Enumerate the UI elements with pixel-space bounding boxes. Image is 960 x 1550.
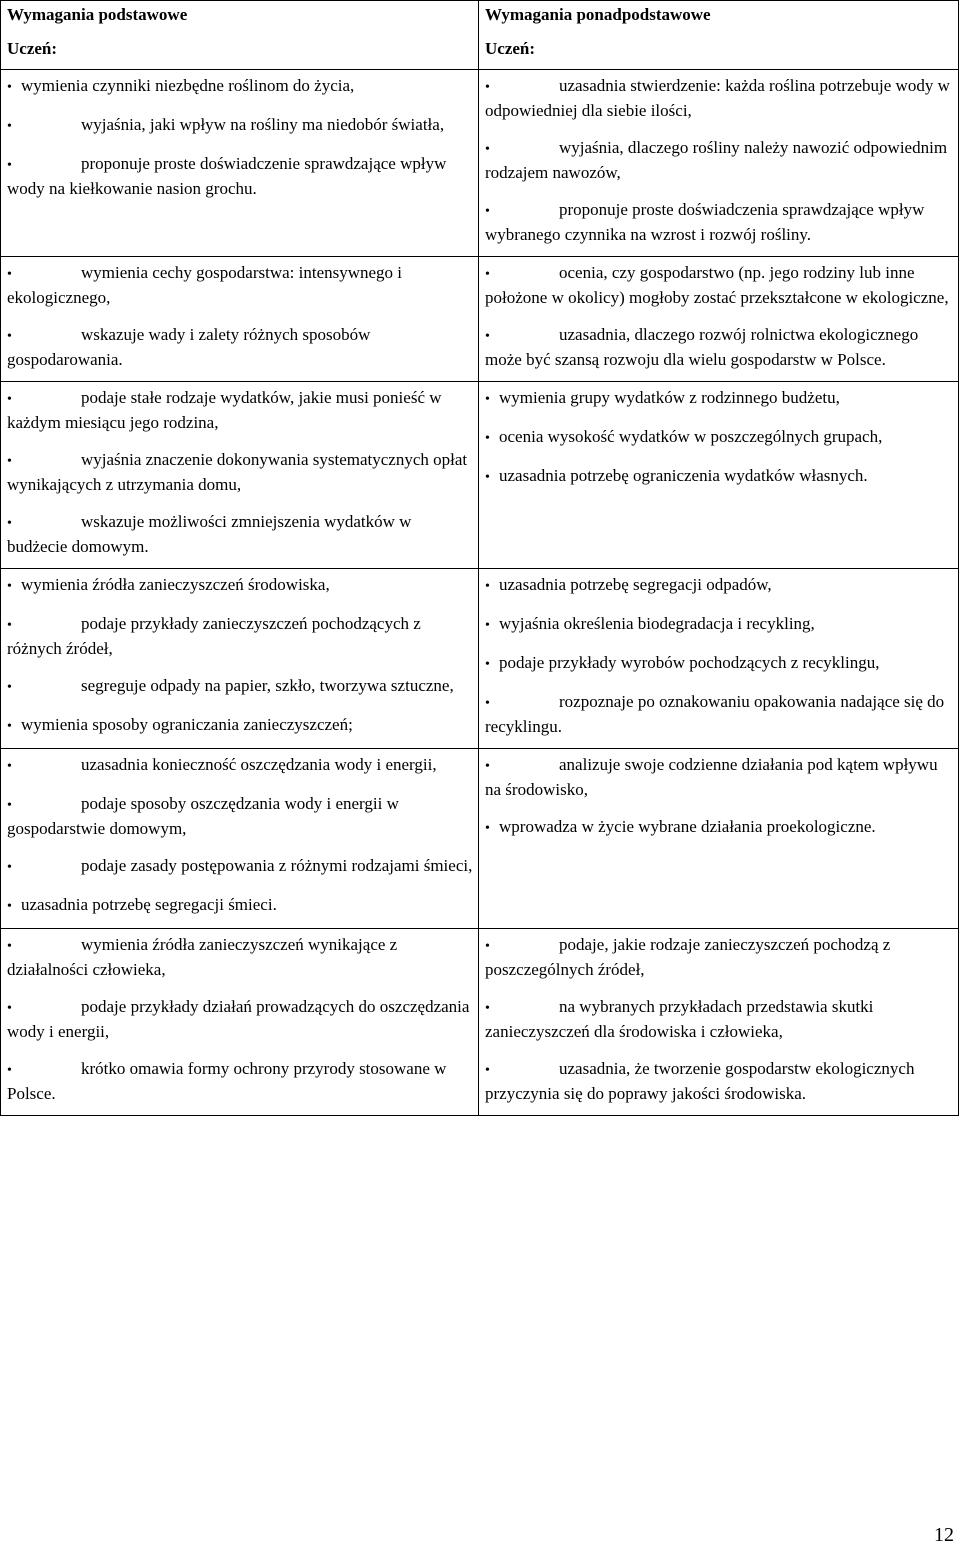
requirement-text: wymienia źródła zanieczyszczeń wynikające z działalności człowieka, [7, 935, 398, 979]
header-row [1, 1, 959, 70]
requirement-text: na wybranych przykładach przedstawia skutki zanieczyszczeń dla środowiska i człowieka, [485, 997, 874, 1041]
requirement-text: podaje przykłady zanieczyszczeń pochodzących z różnych źródeł, [7, 614, 421, 658]
requirement-text: proponuje proste doświadczenia sprawdzające wpływ wybranego czynnika na wzrost i rozwój rośliny. [485, 200, 925, 244]
bullet-icon: • [7, 579, 12, 594]
table-body [1, 70, 959, 1116]
table-row [1, 749, 959, 929]
requirement-item [7, 323, 474, 371]
requirement-text: segreguje odpady na papier, szkło, tworzywa sztuczne, [81, 676, 454, 695]
table-row [1, 929, 959, 1116]
basic-requirements-cell [1, 749, 479, 929]
header-advanced [479, 1, 959, 70]
requirement-text: podaje stałe rodzaje wydatków, jakie musi ponieść w każdym miesiącu jego rodzina, [7, 388, 442, 432]
bullet-icon: • [7, 759, 12, 774]
bullet-icon: • [7, 267, 12, 282]
requirement-text: podaje zasady postępowania z różnymi rodzajami śmieci, [81, 856, 473, 875]
requirement-item [485, 651, 954, 676]
bullet-icon: • [7, 939, 12, 954]
header-basic [1, 1, 479, 70]
requirement-item [7, 74, 474, 99]
advanced-requirements-cell [479, 382, 959, 569]
requirement-text: ocenia, czy gospodarstwo (np. jego rodziny lub inne położone w okolicy) mogłoby zostać przekształcone w ekologiczne, [485, 263, 949, 307]
requirement-text: wymienia czynniki niezbędne roślinom do życia, [21, 76, 355, 95]
advanced-requirements-cell [479, 70, 959, 257]
bullet-icon: • [7, 1001, 12, 1016]
requirement-text: wymienia sposoby ograniczania zanieczyszczeń; [21, 715, 353, 734]
requirement-text: wyjaśnia, dlaczego rośliny należy nawozić odpowiednim rodzajem nawozów, [485, 138, 948, 182]
requirement-text: wyjaśnia określenia biodegradacja i recykling, [499, 614, 815, 633]
requirement-item [485, 1057, 954, 1105]
bullet-icon: • [485, 1063, 490, 1078]
requirement-item [7, 1057, 474, 1105]
requirement-item [485, 136, 954, 184]
requirement-text: uzasadnia potrzebę ograniczenia wydatków własnych. [499, 466, 868, 485]
bullet-icon: • [485, 618, 490, 633]
basic-requirements-cell [1, 257, 479, 382]
requirement-text: wskazuje możliwości zmniejszenia wydatków w budżecie domowym. [7, 512, 412, 556]
requirement-item [7, 113, 474, 138]
bullet-icon: • [485, 329, 490, 344]
bullet-icon: • [485, 142, 490, 157]
bullet-icon: • [7, 158, 12, 173]
bullet-icon: • [7, 719, 12, 734]
requirement-text: uzasadnia, że tworzenie gospodarstw ekologicznych przyczynia się do poprawy jakości środowiska. [485, 1059, 915, 1103]
header-basic-subtitle: Uczeń: [7, 39, 58, 58]
requirement-item [7, 261, 474, 309]
requirement-text: wymienia cechy gospodarstwa: intensywnego i ekologicznego, [7, 263, 403, 307]
bullet-icon: • [7, 80, 12, 95]
requirement-text: proponuje proste doświadczenie sprawdzające wpływ wody na kiełkowanie nasion grochu. [7, 154, 447, 198]
bullet-icon: • [485, 80, 490, 95]
bullet-icon: • [485, 204, 490, 219]
header-advanced-subtitle: Uczeń: [485, 39, 536, 58]
table-row [1, 569, 959, 749]
requirement-text: wymienia źródła zanieczyszczeń środowiska, [21, 575, 330, 594]
bullet-icon: • [7, 618, 12, 633]
requirement-item [7, 713, 474, 738]
bullet-icon: • [485, 657, 490, 672]
requirement-text: uzasadnia potrzebę segregacji odpadów, [499, 575, 772, 594]
requirement-text: podaje sposoby oszczędzania wody i energii w gospodarstwie domowym, [7, 794, 399, 838]
bullet-icon: • [7, 1063, 12, 1078]
requirement-item [7, 448, 474, 496]
bullet-icon: • [485, 696, 490, 711]
requirement-text: rozpoznaje po oznakowaniu opakowania nadające się do recyklingu. [485, 692, 945, 736]
requirement-item [485, 612, 954, 637]
requirement-item [7, 753, 474, 778]
requirement-text: krótko omawia formy ochrony przyrody stosowane w Polsce. [7, 1059, 447, 1103]
requirement-item [485, 198, 954, 246]
requirement-item [485, 995, 954, 1043]
requirement-text: podaje przykłady działań prowadzących do oszczędzania wody i energii, [7, 997, 470, 1041]
bullet-icon: • [485, 821, 490, 836]
requirement-item [7, 854, 474, 879]
bullet-icon: • [7, 329, 12, 344]
requirement-text: analizuje swoje codzienne działania pod kątem wpływu na środowisko, [485, 755, 938, 799]
requirement-text: uzasadnia potrzebę segregacji śmieci. [21, 895, 277, 914]
bullet-icon: • [7, 119, 12, 134]
requirement-item [485, 323, 954, 371]
requirement-text: podaje przykłady wyrobów pochodzących z recyklingu, [499, 653, 880, 672]
requirement-item [7, 152, 474, 200]
advanced-requirements-cell [479, 749, 959, 929]
bullet-icon: • [7, 680, 12, 695]
basic-requirements-cell [1, 929, 479, 1116]
page-number: 12 [934, 1524, 954, 1546]
requirement-item [7, 386, 474, 434]
basic-requirements-cell [1, 70, 479, 257]
requirement-item [7, 573, 474, 598]
requirement-item [485, 753, 954, 801]
requirement-item [7, 933, 474, 981]
requirement-item [485, 815, 954, 840]
requirement-text: podaje, jakie rodzaje zanieczyszczeń pochodzą z poszczególnych źródeł, [485, 935, 891, 979]
basic-requirements-cell [1, 569, 479, 749]
bullet-icon: • [485, 431, 490, 446]
bullet-icon: • [485, 939, 490, 954]
requirement-item [7, 995, 474, 1043]
requirement-item [485, 261, 954, 309]
requirement-text: ocenia wysokość wydatków w poszczególnych grupach, [499, 427, 883, 446]
bullet-icon: • [485, 267, 490, 282]
header-basic-title: Wymagania podstawowe [7, 5, 188, 24]
bullet-icon: • [485, 759, 490, 774]
requirement-item [485, 690, 954, 738]
requirement-text: wymienia grupy wydatków z rodzinnego budżetu, [499, 388, 840, 407]
bullet-icon: • [485, 470, 490, 485]
bullet-icon: • [7, 860, 12, 875]
bullet-icon: • [485, 1001, 490, 1016]
bullet-icon: • [485, 579, 490, 594]
requirement-item [7, 674, 474, 699]
table-row [1, 257, 959, 382]
bullet-icon: • [7, 899, 12, 914]
requirement-item [485, 573, 954, 598]
requirement-item [7, 893, 474, 918]
requirement-text: wskazuje wady i zalety różnych sposobów gospodarowania. [7, 325, 371, 369]
requirement-text: wyjaśnia znaczenie dokonywania systematycznych opłat wynikających z utrzymania domu, [7, 450, 468, 494]
requirement-text: wyjaśnia, jaki wpływ na rośliny ma niedobór światła, [81, 115, 445, 134]
bullet-icon: • [7, 392, 12, 407]
requirement-text: uzasadnia stwierdzenie: każda roślina potrzebuje wody w odpowiedniej dla siebie ilości, [485, 76, 950, 120]
requirement-item [485, 386, 954, 411]
bullet-icon: • [7, 516, 12, 531]
header-advanced-title: Wymagania ponadpodstawowe [485, 5, 711, 24]
bullet-icon: • [485, 392, 490, 407]
requirement-item [7, 792, 474, 840]
requirement-text: uzasadnia konieczność oszczędzania wody i energii, [81, 755, 437, 774]
bullet-icon: • [7, 454, 12, 469]
table-row [1, 382, 959, 569]
requirement-item [485, 74, 954, 122]
advanced-requirements-cell [479, 257, 959, 382]
basic-requirements-cell [1, 382, 479, 569]
requirement-text: wprowadza w życie wybrane działania proekologiczne. [499, 817, 876, 836]
table-row [1, 70, 959, 257]
advanced-requirements-cell [479, 929, 959, 1116]
requirement-item [485, 425, 954, 450]
requirement-item [7, 612, 474, 660]
requirement-item [485, 464, 954, 489]
requirement-item [7, 510, 474, 558]
advanced-requirements-cell [479, 569, 959, 749]
requirement-text: uzasadnia, dlaczego rozwój rolnictwa ekologicznego może być szansą rozwoju dla wielu gospodarstw w Polsce. [485, 325, 919, 369]
requirement-item [485, 933, 954, 981]
bullet-icon: • [7, 798, 12, 813]
